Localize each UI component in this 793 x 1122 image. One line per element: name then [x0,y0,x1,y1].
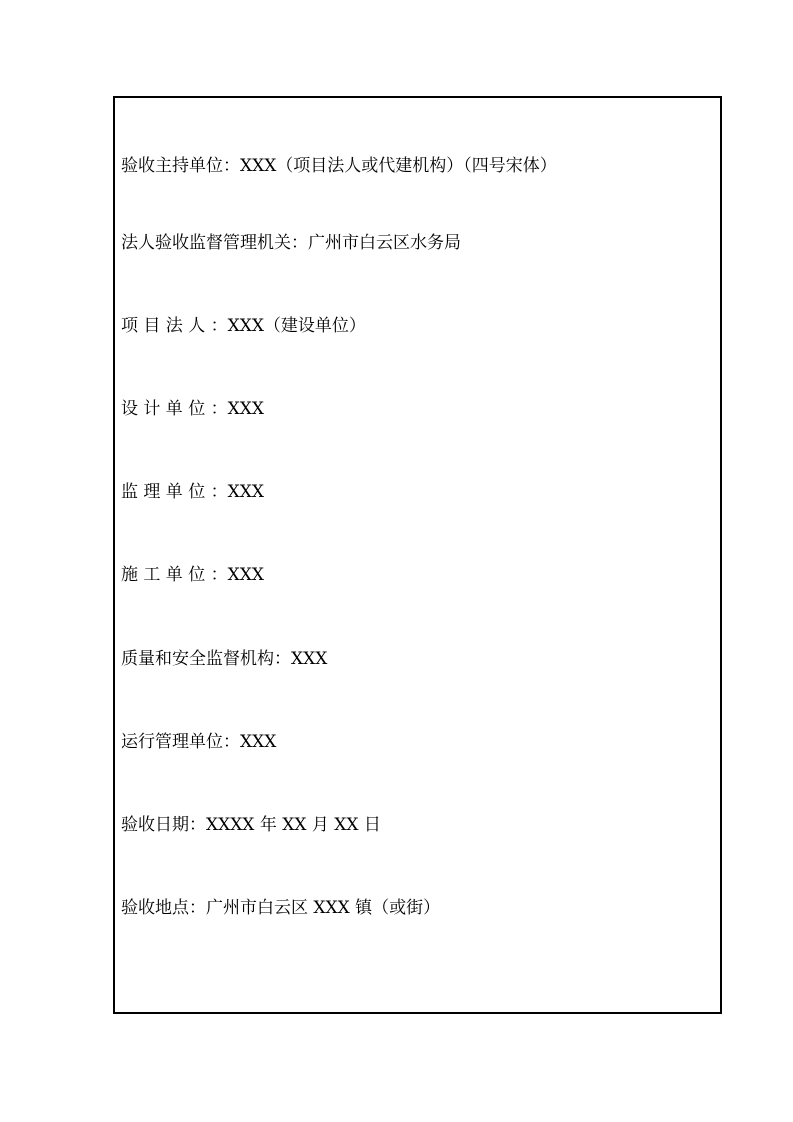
operation-management-unit-line: 运行管理单位：XXX [121,732,277,752]
acceptance-host-unit-line: 验收主持单位：XXX（项目法人或代建机构）（四号宋体） [121,156,557,176]
project-legal-person-line: 项 目 法 人 ：XXX（建设单位） [121,316,366,336]
supervision-unit-line: 监 理 单 位 ：XXX [121,482,264,502]
design-unit-line: 设 计 单 位 ：XXX [121,399,264,419]
acceptance-date-line: 验收日期：XXXX 年 XX 月 XX 日 [121,815,381,835]
quality-safety-agency-line: 质量和安全监督机构：XXX [121,649,328,669]
acceptance-location-line: 验收地点：广州市白云区 XXX 镇（或街） [121,898,441,918]
document-frame [113,96,722,1014]
supervising-authority-line: 法人验收监督管理机关：广州市白云区水务局 [121,233,461,253]
construction-unit-line: 施 工 单 位 ：XXX [121,565,264,585]
